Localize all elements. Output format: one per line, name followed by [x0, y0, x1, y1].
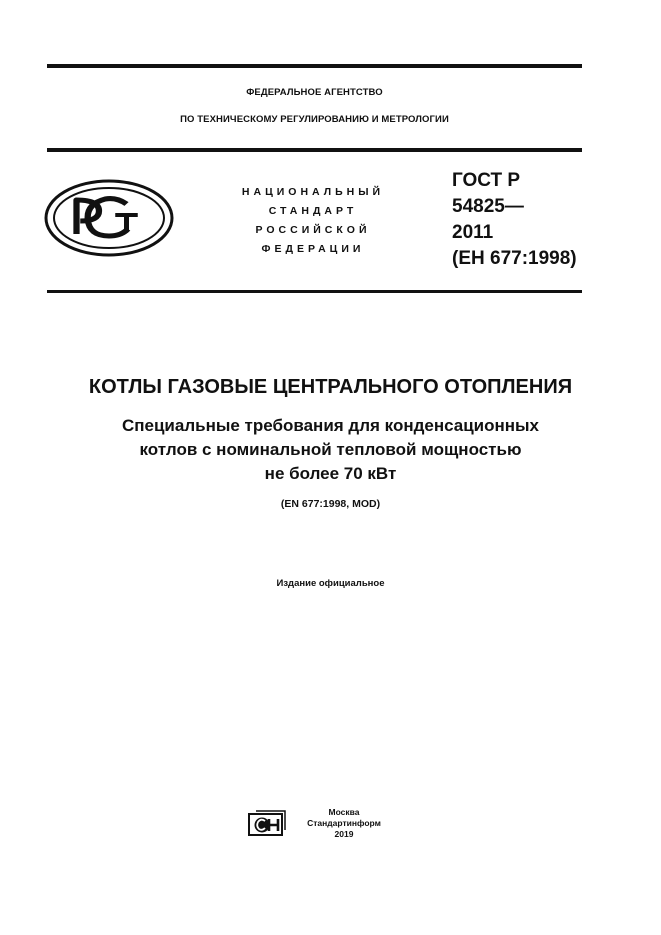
publisher-imprint — [298, 807, 390, 840]
designation-line1: ГОСТ Р — [452, 170, 521, 191]
edition-note: Издание официальное — [276, 578, 385, 589]
subtitle-line3: не более 70 кВт — [264, 464, 397, 483]
standartinform-logo-icon — [248, 810, 286, 837]
subtitle-line1: Специальные требования для конденсационных — [121, 416, 540, 435]
en-reference: (EN 677:1998, MOD) — [280, 498, 381, 510]
standard-designation — [452, 168, 602, 272]
top-rule — [47, 64, 582, 68]
agency-name-line1: ФЕДЕРАЛЬНОЕ АГЕНТСТВО — [246, 87, 383, 98]
header-rule — [47, 148, 582, 152]
standard-kind-line4: ФЕДЕРАЦИИ — [261, 243, 365, 255]
standard-kind-line2: СТАНДАРТ — [268, 205, 358, 217]
rst-emblem-graphic — [43, 178, 175, 258]
publication-year: 2019 — [334, 829, 354, 839]
designation-line3: 2011 — [452, 222, 494, 243]
agency-name-line2: ПО ТЕХНИЧЕСКОМУ РЕГУЛИРОВАНИЮ И МЕТРОЛОГИИ — [180, 114, 449, 125]
publisher-city: Москва — [328, 807, 360, 817]
standard-kind-line3: РОССИЙСКОЙ — [255, 224, 371, 236]
rst-certification-mark-icon — [43, 178, 175, 258]
publisher-logo-graphic — [248, 810, 286, 837]
subtitle-line2: котлов с номинальной тепловой мощностью — [139, 440, 522, 459]
publisher-name: Стандартинформ — [307, 818, 381, 828]
designation-line2: 54825— — [452, 196, 524, 217]
standard-kind-line1: НАЦИОНАЛЬНЫЙ — [241, 186, 385, 198]
designation-rule — [47, 290, 582, 293]
designation-line4: (ЕН 677:1998) — [452, 248, 577, 269]
document-title: КОТЛЫ ГАЗОВЫЕ ЦЕНТРАЛЬНОГО ОТОПЛЕНИЯ — [88, 376, 573, 398]
national-standard-label — [222, 183, 404, 259]
document-subtitle — [40, 414, 621, 486]
